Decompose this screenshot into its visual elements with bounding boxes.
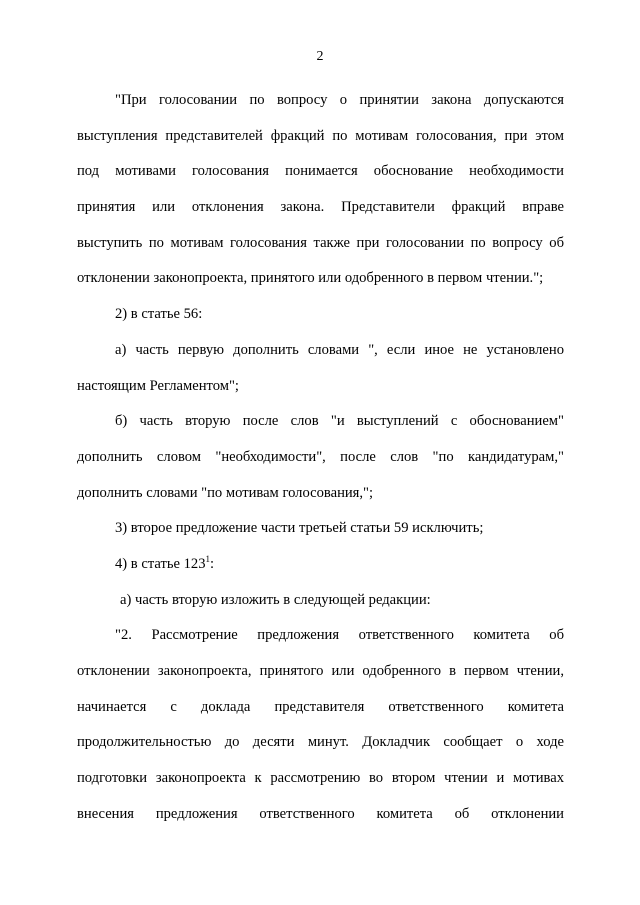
- text-line: выступления представителей фракций по мотивам голосования, при этом: [77, 127, 564, 144]
- text-line: настоящим Регламентом";: [77, 377, 239, 394]
- document-body: [77, 89, 564, 838]
- text-line: дополнить словами "по мотивам голосования,";: [77, 484, 374, 501]
- text-line: под мотивами голосования понимается обоснование необходимости: [77, 163, 564, 180]
- text-line: а) часть первую дополнить словами ", если иное не установлено: [115, 341, 564, 358]
- text-line: "2. Рассмотрение предложения ответственного комитета об: [115, 627, 564, 644]
- text-line: б) часть вторую после слов "и выступлений с обоснованием": [115, 413, 564, 430]
- text-line: начинается с доклада представителя ответственного комитета: [77, 698, 564, 715]
- colon: :: [210, 555, 215, 572]
- text-line: подготовки законопроекта к рассмотрению во втором чтении и мотивах: [77, 770, 564, 787]
- text-line: [77, 553, 564, 589]
- text-line: внесения предложения ответственного комитета об отклонении: [77, 805, 564, 822]
- text-line: принятия или отклонения закона. Представители фракций вправе: [77, 199, 564, 216]
- text-line: а) часть вторую изложить в следующей редакции:: [120, 591, 431, 608]
- page-number: 2: [316, 49, 324, 64]
- text-line: выступить по мотивам голосования также при голосовании по вопросу об: [77, 234, 564, 251]
- superscript: 1: [205, 553, 211, 564]
- text-line: продолжительностью до десяти минут. Докладчик сообщает о ходе: [77, 734, 564, 751]
- text-line: 2) в статье 56:: [115, 306, 203, 323]
- text-line: отклонении законопроекта, принятого или одобренного в первом чтении,: [77, 663, 564, 679]
- text-line: 3) второе предложение части третьей статьи 59 исключить;: [115, 520, 484, 537]
- article-ref-text: 4) в статье 123: [115, 555, 206, 572]
- text-line: отклонении законопроекта, принятого или одобренного в первом чтении.";: [77, 270, 544, 287]
- text-line: "При голосовании по вопросу о принятии закона допускаются: [115, 92, 564, 108]
- text-line: дополнить словом "необходимости", после слов "по кандидатурам,": [77, 448, 564, 465]
